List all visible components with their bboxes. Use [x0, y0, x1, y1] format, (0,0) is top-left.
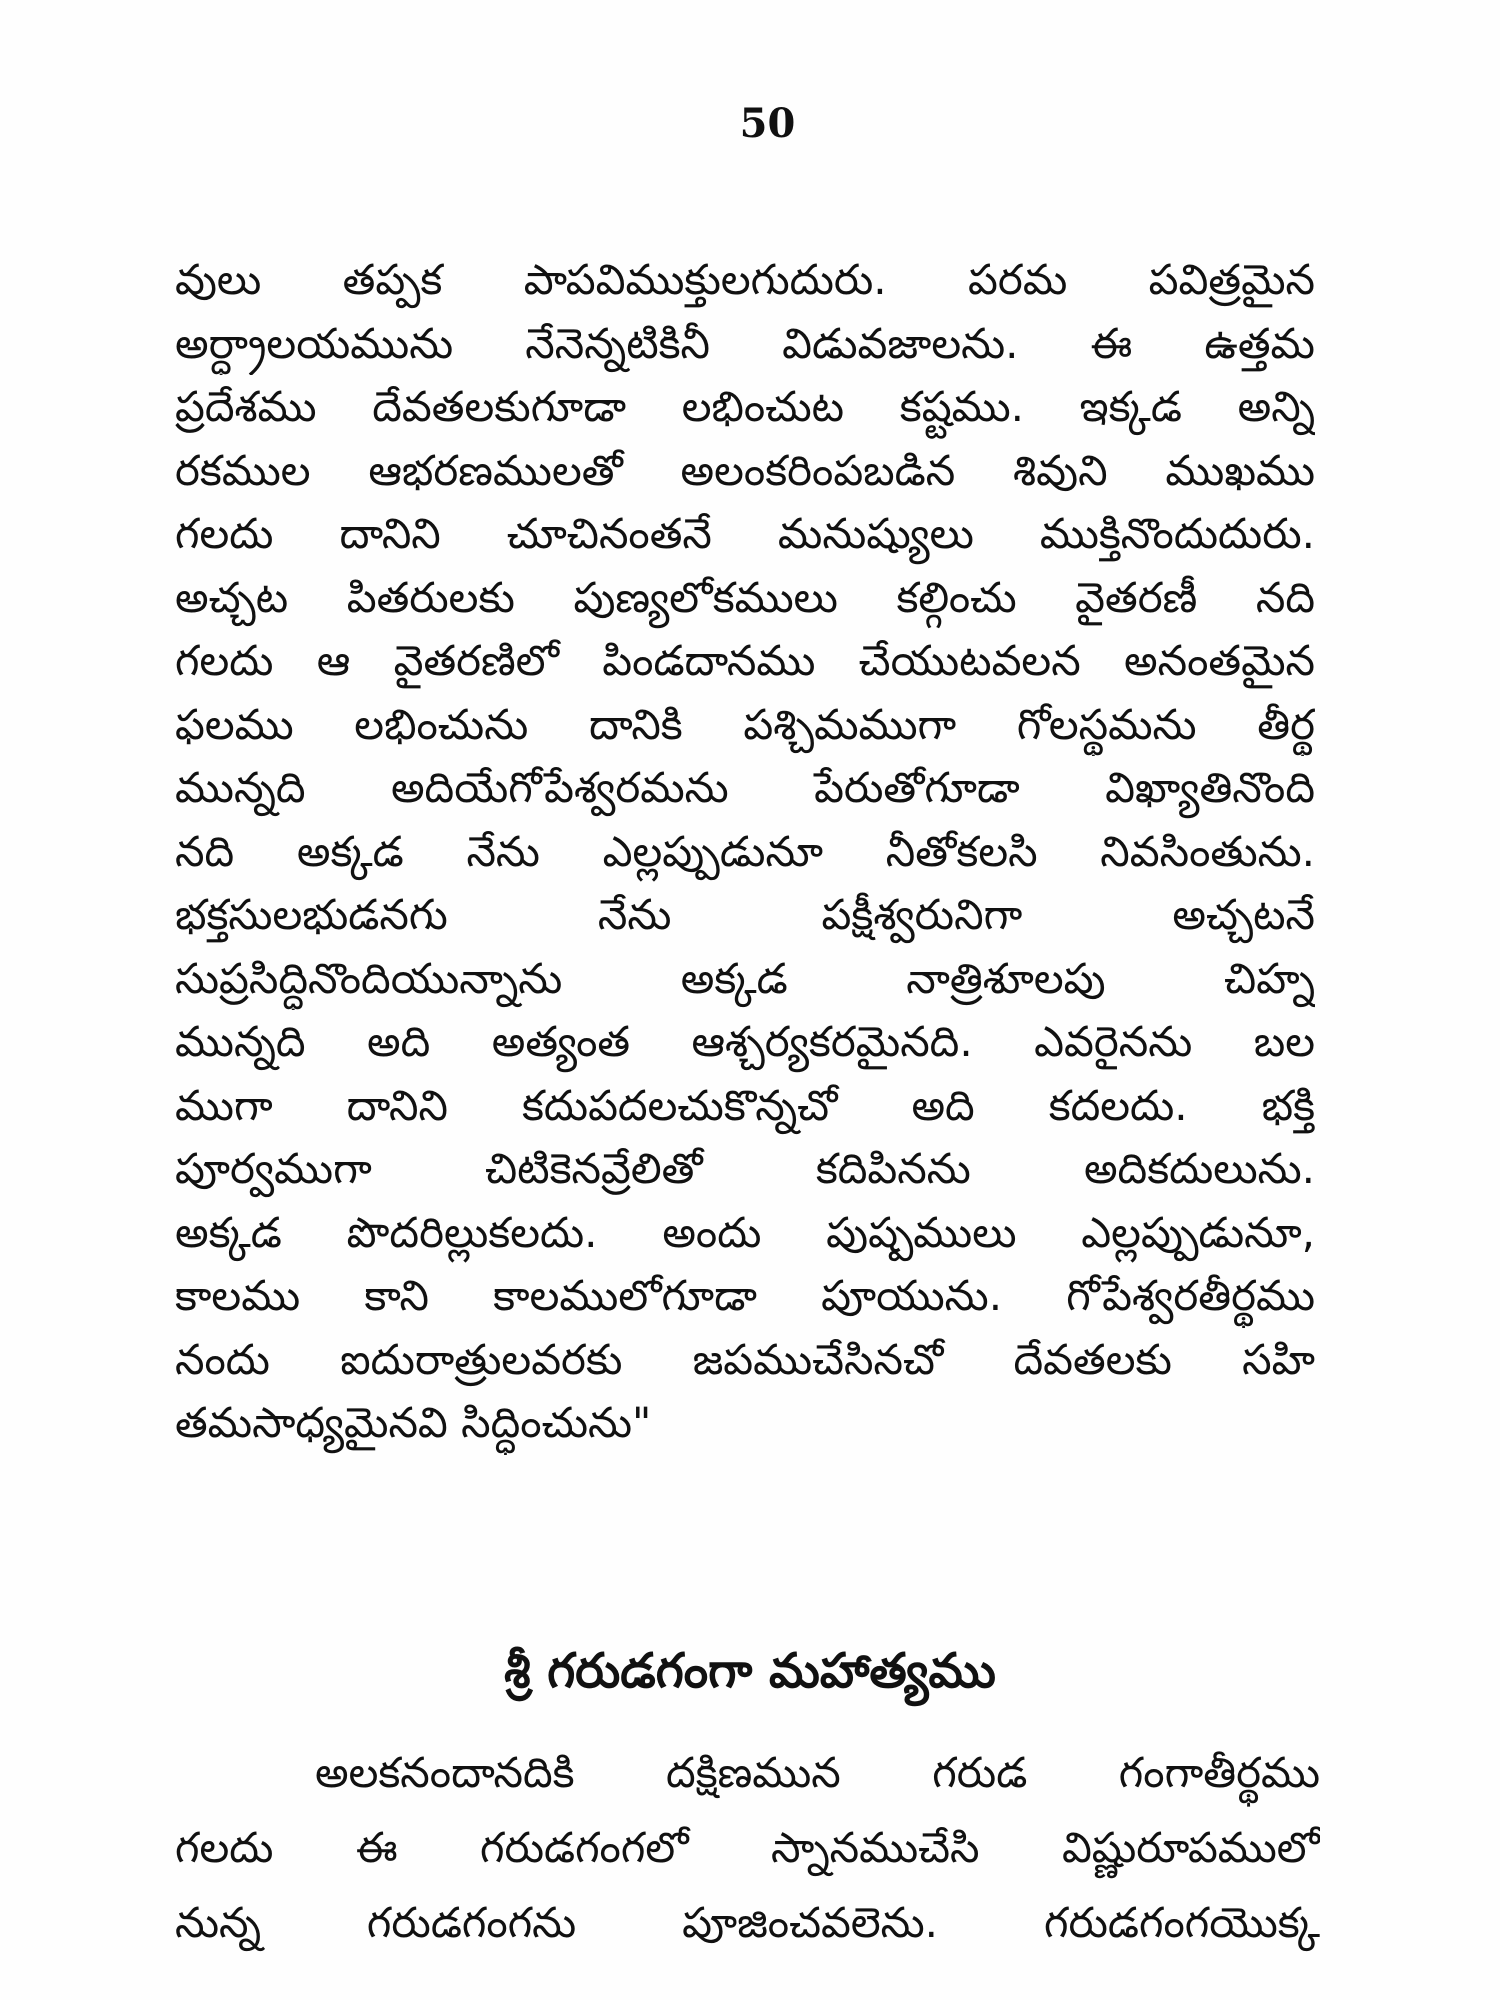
- text-line: తమసాధ్యమైనవి సిద్ధించును": [175, 1398, 652, 1447]
- text-line: ఫలము లభించును దానికి పశ్చిమముగా గోలస్థమను తీర్థ: [175, 699, 1315, 749]
- text-line: ప్రదేశము దేవతలకుగూడా లభించుట కష్టము. ఇక్కడ అన్ని: [175, 382, 1315, 431]
- text-line: గలదు ఆ వైతరణిలో పిండదానము చేయుటవలన అనంతమైన: [175, 636, 1315, 685]
- text-line: రకముల ఆభరణములతో అలంకరింపబడిన శివుని ముఖము: [175, 445, 1315, 495]
- text-line: నున్న గరుడగంగను పూజించవలెను. గరుడగంగయొక్క: [175, 1898, 1320, 1947]
- section-paragraph: [175, 1735, 1320, 1960]
- text-line: అక్కడ పొదరిల్లుకలదు. అందు పుష్పములు ఎల్లప్పుడునూ,: [175, 1207, 1315, 1257]
- text-line: సుప్రసిద్ధినొందియున్నాను అక్కడ నాత్రిశూలపు చిహ్న: [175, 953, 1315, 1003]
- text-line: అచ్చట పితరులకు పుణ్యలోకములు కల్గించు వైతరణీ నది: [175, 572, 1315, 622]
- text-line: నది అక్కడ నేను ఎల్లప్పుడునూ నీతోకలసి నివసింతును.: [175, 826, 1315, 876]
- section-heading: శ్రీ గరుడగంగా మహాత్యము: [504, 1643, 996, 1699]
- text-line: నందు ఐదురాత్రులవరకు జపముచేసినచో దేవతలకు సహి: [175, 1334, 1315, 1384]
- text-line: వులు తప్పక పాపవిముక్తులగుదురు. పరమ పవిత్రమైన: [175, 255, 1315, 304]
- text-line: ముగా దానిని కదుపదలచుకొన్నచో అది కదలదు. భక్తి: [175, 1080, 1315, 1130]
- text-line: గలదు దానిని చూచినంతనే మనుష్యులు ముక్తినొందుదురు.: [175, 509, 1315, 558]
- text-line: కాలము కాని కాలములోగూడా పూయును. గోపేశ్వరతీర్థము: [175, 1271, 1315, 1320]
- body-paragraph: [175, 248, 1315, 1455]
- text-line: భక్తసులభుడనగు నేను పక్షీశ్వరునిగా అచ్చటనే: [175, 890, 1315, 939]
- text-line: గలదు ఈ గరుడగంగలో స్నానముచేసి విష్ణురూపములో: [175, 1823, 1320, 1872]
- page-number: 50: [739, 100, 796, 147]
- text-line: అలకనందానదికి దక్షిణమున గరుడ గంగాతీర్థము: [315, 1748, 1320, 1797]
- text-line: మున్నది అది అత్యంత ఆశ్చర్యకరమైనది. ఎవరైనను బల: [175, 1017, 1315, 1066]
- text-line: పూర్వముగా చిటికెనవ్రేలితో కదిపినను అదికదులును.: [175, 1144, 1315, 1193]
- text-line: అర్ధ్రాలయమును నేనెన్నటికినీ విడువజాలను. ఈ ఉత్తమ: [175, 318, 1315, 368]
- text-line: మున్నది అదియేగోపేశ్వరమను పేరుతోగూడా విఖ్యాతినొంది: [175, 763, 1315, 812]
